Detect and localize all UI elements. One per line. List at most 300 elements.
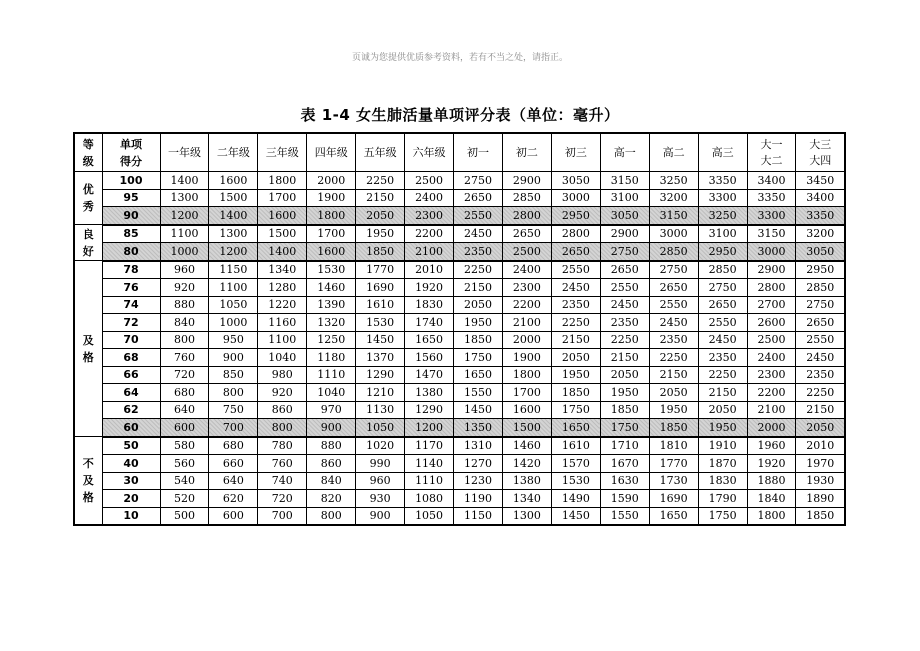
value-cell: 1020 (356, 437, 405, 455)
value-cell: 1850 (454, 331, 503, 349)
value-cell: 2000 (307, 172, 356, 190)
value-cell: 1800 (502, 366, 551, 384)
value-cell: 1600 (502, 401, 551, 419)
table-row (74, 507, 845, 525)
value-cell: 2350 (796, 366, 845, 384)
value-cell: 1040 (307, 384, 356, 402)
value-cell: 3350 (796, 207, 845, 225)
value-cell: 3050 (600, 207, 649, 225)
value-cell: 2350 (551, 296, 600, 314)
value-cell: 1750 (551, 401, 600, 419)
table-row (74, 472, 845, 490)
value-cell: 2100 (502, 314, 551, 332)
value-cell: 620 (209, 490, 258, 508)
value-cell: 2250 (698, 366, 747, 384)
value-cell: 1850 (796, 507, 845, 525)
value-cell: 1080 (405, 490, 454, 508)
value-cell: 3200 (796, 225, 845, 243)
value-cell: 1750 (698, 507, 747, 525)
value-cell: 820 (307, 490, 356, 508)
score-table (73, 132, 846, 526)
column-header: 六年级 (405, 133, 454, 172)
value-cell: 2550 (454, 207, 503, 225)
value-cell: 2950 (551, 207, 600, 225)
value-cell: 2800 (747, 279, 796, 297)
value-cell: 2150 (649, 366, 698, 384)
value-cell: 880 (160, 296, 209, 314)
column-header: 初一 (454, 133, 503, 172)
value-cell: 1700 (258, 189, 307, 207)
value-cell: 1730 (649, 472, 698, 490)
value-cell: 3350 (747, 189, 796, 207)
value-cell: 1340 (502, 490, 551, 508)
value-cell: 3150 (600, 172, 649, 190)
value-cell: 2100 (405, 243, 454, 261)
value-cell: 2150 (454, 279, 503, 297)
value-cell: 1800 (747, 507, 796, 525)
value-cell: 1300 (160, 189, 209, 207)
value-cell: 2600 (747, 314, 796, 332)
value-cell: 2450 (454, 225, 503, 243)
value-cell: 3300 (747, 207, 796, 225)
value-cell: 2050 (454, 296, 503, 314)
value-cell: 3150 (747, 225, 796, 243)
value-cell: 2400 (747, 349, 796, 367)
column-header: 初二 (502, 133, 551, 172)
value-cell: 1450 (356, 331, 405, 349)
value-cell: 720 (160, 366, 209, 384)
value-cell: 600 (209, 507, 258, 525)
value-cell: 2950 (796, 261, 845, 279)
value-cell: 2450 (698, 331, 747, 349)
value-cell: 1700 (307, 225, 356, 243)
value-cell: 1690 (649, 490, 698, 508)
value-cell: 1470 (405, 366, 454, 384)
value-cell: 1530 (551, 472, 600, 490)
value-cell: 720 (258, 490, 307, 508)
value-cell: 2850 (796, 279, 845, 297)
grade-cell: 良 好 (74, 225, 102, 261)
value-cell: 860 (258, 401, 307, 419)
value-cell: 2400 (405, 189, 454, 207)
table-row (74, 314, 845, 332)
value-cell: 2750 (796, 296, 845, 314)
column-header: 大三 大四 (796, 133, 845, 172)
value-cell: 1110 (307, 366, 356, 384)
value-cell: 1530 (356, 314, 405, 332)
value-cell: 1830 (698, 472, 747, 490)
column-header: 高三 (698, 133, 747, 172)
value-cell: 950 (209, 331, 258, 349)
value-cell: 3300 (698, 189, 747, 207)
value-cell: 740 (258, 472, 307, 490)
value-cell: 1290 (356, 366, 405, 384)
value-cell: 2750 (454, 172, 503, 190)
value-cell: 2850 (698, 261, 747, 279)
value-cell: 1390 (307, 296, 356, 314)
table-row (74, 437, 845, 455)
grade-cell: 不 及 格 (74, 437, 102, 526)
value-cell: 2150 (551, 331, 600, 349)
value-cell: 990 (356, 455, 405, 473)
value-cell: 1500 (258, 225, 307, 243)
value-cell: 1180 (307, 349, 356, 367)
column-header: 一年级 (160, 133, 209, 172)
value-cell: 700 (209, 419, 258, 437)
value-cell: 2850 (649, 243, 698, 261)
points-cell: 70 (102, 331, 160, 349)
value-cell: 1400 (258, 243, 307, 261)
value-cell: 1850 (551, 384, 600, 402)
points-cell: 95 (102, 189, 160, 207)
value-cell: 1740 (405, 314, 454, 332)
table-row (74, 296, 845, 314)
header-points-cell: 单项 得分 (102, 133, 160, 172)
value-cell: 1830 (405, 296, 454, 314)
value-cell: 970 (307, 401, 356, 419)
column-header: 四年级 (307, 133, 356, 172)
table-row (74, 419, 845, 437)
value-cell: 800 (307, 507, 356, 525)
value-cell: 760 (160, 349, 209, 367)
value-cell: 1500 (209, 189, 258, 207)
value-cell: 1950 (356, 225, 405, 243)
value-cell: 920 (160, 279, 209, 297)
value-cell: 780 (258, 437, 307, 455)
value-cell: 1600 (307, 243, 356, 261)
value-cell: 1950 (551, 366, 600, 384)
value-cell: 1320 (307, 314, 356, 332)
value-cell: 2250 (454, 261, 503, 279)
value-cell: 1290 (405, 401, 454, 419)
value-cell: 2300 (405, 207, 454, 225)
value-cell: 1500 (502, 419, 551, 437)
value-cell: 1040 (258, 349, 307, 367)
value-cell: 2100 (747, 401, 796, 419)
value-cell: 2650 (600, 261, 649, 279)
table-row (74, 243, 845, 261)
value-cell: 1790 (698, 490, 747, 508)
value-cell: 2250 (796, 384, 845, 402)
value-cell: 1250 (307, 331, 356, 349)
value-cell: 1420 (502, 455, 551, 473)
points-cell: 10 (102, 507, 160, 525)
value-cell: 1050 (356, 419, 405, 437)
value-cell: 2750 (698, 279, 747, 297)
header-grade-cell: 等 级 (74, 133, 102, 172)
value-cell: 2350 (698, 349, 747, 367)
value-cell: 1750 (454, 349, 503, 367)
value-cell: 1920 (747, 455, 796, 473)
value-cell: 600 (160, 419, 209, 437)
value-cell: 1880 (747, 472, 796, 490)
column-header: 五年级 (356, 133, 405, 172)
value-cell: 1340 (258, 261, 307, 279)
value-cell: 2050 (551, 349, 600, 367)
value-cell: 2650 (454, 189, 503, 207)
column-header: 高一 (600, 133, 649, 172)
value-cell: 2200 (502, 296, 551, 314)
value-cell: 1200 (209, 243, 258, 261)
value-cell: 2050 (796, 419, 845, 437)
value-cell: 3000 (551, 189, 600, 207)
value-cell: 1150 (454, 507, 503, 525)
value-cell: 2500 (747, 331, 796, 349)
value-cell: 3100 (600, 189, 649, 207)
value-cell: 1930 (796, 472, 845, 490)
value-cell: 560 (160, 455, 209, 473)
value-cell: 1910 (698, 437, 747, 455)
value-cell: 3150 (649, 207, 698, 225)
column-header: 大一 大二 (747, 133, 796, 172)
value-cell: 2650 (698, 296, 747, 314)
points-cell: 78 (102, 261, 160, 279)
value-cell: 1630 (600, 472, 649, 490)
value-cell: 1280 (258, 279, 307, 297)
points-cell: 50 (102, 437, 160, 455)
value-cell: 1700 (502, 384, 551, 402)
value-cell: 2150 (698, 384, 747, 402)
value-cell: 1140 (405, 455, 454, 473)
value-cell: 2950 (698, 243, 747, 261)
value-cell: 2900 (747, 261, 796, 279)
value-cell: 1750 (600, 419, 649, 437)
value-cell: 2150 (356, 189, 405, 207)
value-cell: 1400 (209, 207, 258, 225)
value-cell: 960 (356, 472, 405, 490)
value-cell: 2550 (649, 296, 698, 314)
value-cell: 1270 (454, 455, 503, 473)
table-row (74, 401, 845, 419)
value-cell: 2800 (551, 225, 600, 243)
value-cell: 1300 (502, 507, 551, 525)
value-cell: 3400 (796, 189, 845, 207)
value-cell: 960 (160, 261, 209, 279)
value-cell: 880 (307, 437, 356, 455)
value-cell: 1950 (698, 419, 747, 437)
value-cell: 2450 (600, 296, 649, 314)
value-cell: 2800 (502, 207, 551, 225)
value-cell: 3250 (698, 207, 747, 225)
points-cell: 76 (102, 279, 160, 297)
points-cell: 74 (102, 296, 160, 314)
value-cell: 2550 (551, 261, 600, 279)
value-cell: 2250 (551, 314, 600, 332)
table-row (74, 490, 845, 508)
table-row (74, 225, 845, 243)
value-cell: 2050 (649, 384, 698, 402)
points-cell: 90 (102, 207, 160, 225)
value-cell: 1460 (502, 437, 551, 455)
value-cell: 1190 (454, 490, 503, 508)
value-cell: 1100 (258, 331, 307, 349)
value-cell: 2000 (747, 419, 796, 437)
value-cell: 2750 (600, 243, 649, 261)
value-cell: 1130 (356, 401, 405, 419)
value-cell: 760 (258, 455, 307, 473)
value-cell: 800 (258, 419, 307, 437)
value-cell: 1150 (209, 261, 258, 279)
value-cell: 2400 (502, 261, 551, 279)
value-cell: 1600 (209, 172, 258, 190)
header-row (74, 133, 845, 172)
value-cell: 1810 (649, 437, 698, 455)
value-cell: 2900 (600, 225, 649, 243)
points-cell: 72 (102, 314, 160, 332)
value-cell: 2550 (600, 279, 649, 297)
value-cell: 800 (209, 384, 258, 402)
value-cell: 1670 (600, 455, 649, 473)
value-cell: 1570 (551, 455, 600, 473)
value-cell: 860 (307, 455, 356, 473)
value-cell: 660 (209, 455, 258, 473)
value-cell: 3000 (747, 243, 796, 261)
value-cell: 850 (209, 366, 258, 384)
points-cell: 100 (102, 172, 160, 190)
value-cell: 1170 (405, 437, 454, 455)
value-cell: 3200 (649, 189, 698, 207)
value-cell: 980 (258, 366, 307, 384)
value-cell: 2010 (405, 261, 454, 279)
table-row (74, 207, 845, 225)
value-cell: 680 (160, 384, 209, 402)
points-cell: 60 (102, 419, 160, 437)
table-row (74, 349, 845, 367)
value-cell: 1650 (454, 366, 503, 384)
value-cell: 2550 (698, 314, 747, 332)
value-cell: 2250 (649, 349, 698, 367)
value-cell: 2450 (551, 279, 600, 297)
value-cell: 2500 (405, 172, 454, 190)
value-cell: 1450 (454, 401, 503, 419)
points-cell: 85 (102, 225, 160, 243)
value-cell: 2200 (405, 225, 454, 243)
value-cell: 1000 (160, 243, 209, 261)
points-cell: 62 (102, 401, 160, 419)
value-cell: 1110 (405, 472, 454, 490)
value-cell: 1920 (405, 279, 454, 297)
value-cell: 1300 (209, 225, 258, 243)
value-cell: 1690 (356, 279, 405, 297)
value-cell: 920 (258, 384, 307, 402)
value-cell: 2350 (600, 314, 649, 332)
value-cell: 1970 (796, 455, 845, 473)
value-cell: 3350 (698, 172, 747, 190)
value-cell: 1600 (258, 207, 307, 225)
value-cell: 700 (258, 507, 307, 525)
column-header: 初三 (551, 133, 600, 172)
value-cell: 750 (209, 401, 258, 419)
value-cell: 1900 (307, 189, 356, 207)
value-cell: 680 (209, 437, 258, 455)
value-cell: 900 (209, 349, 258, 367)
value-cell: 2450 (649, 314, 698, 332)
value-cell: 1870 (698, 455, 747, 473)
table-title: 表 1-4 女生肺活量单项评分表（单位：毫升） (300, 106, 620, 124)
value-cell: 1840 (747, 490, 796, 508)
value-cell: 1770 (649, 455, 698, 473)
value-cell: 1000 (209, 314, 258, 332)
value-cell: 1380 (405, 384, 454, 402)
value-cell: 1850 (356, 243, 405, 261)
value-cell: 1610 (551, 437, 600, 455)
value-cell: 1800 (258, 172, 307, 190)
value-cell: 1550 (600, 507, 649, 525)
value-cell: 1900 (502, 349, 551, 367)
value-cell: 1850 (649, 419, 698, 437)
table-row (74, 261, 845, 279)
table-row (74, 366, 845, 384)
value-cell: 2750 (649, 261, 698, 279)
table-row (74, 279, 845, 297)
value-cell: 540 (160, 472, 209, 490)
value-cell: 3050 (551, 172, 600, 190)
value-cell: 2150 (600, 349, 649, 367)
value-cell: 1800 (307, 207, 356, 225)
points-cell: 40 (102, 455, 160, 473)
value-cell: 2250 (600, 331, 649, 349)
points-cell: 68 (102, 349, 160, 367)
value-cell: 2900 (502, 172, 551, 190)
value-cell: 1710 (600, 437, 649, 455)
value-cell: 1550 (454, 384, 503, 402)
value-cell: 1650 (405, 331, 454, 349)
value-cell: 900 (307, 419, 356, 437)
value-cell: 2300 (502, 279, 551, 297)
value-cell: 2650 (502, 225, 551, 243)
value-cell: 1400 (160, 172, 209, 190)
value-cell: 1950 (649, 401, 698, 419)
value-cell: 2700 (747, 296, 796, 314)
value-cell: 900 (356, 507, 405, 525)
value-cell: 840 (160, 314, 209, 332)
value-cell: 1380 (502, 472, 551, 490)
value-cell: 2250 (356, 172, 405, 190)
value-cell: 3450 (796, 172, 845, 190)
value-cell: 1370 (356, 349, 405, 367)
value-cell: 3050 (796, 243, 845, 261)
table-row (74, 331, 845, 349)
points-cell: 20 (102, 490, 160, 508)
value-cell: 1770 (356, 261, 405, 279)
value-cell: 580 (160, 437, 209, 455)
table-row (74, 189, 845, 207)
value-cell: 2650 (649, 279, 698, 297)
value-cell: 3400 (747, 172, 796, 190)
value-cell: 2300 (747, 366, 796, 384)
value-cell: 930 (356, 490, 405, 508)
value-cell: 1950 (454, 314, 503, 332)
value-cell: 1460 (307, 279, 356, 297)
value-cell: 1350 (454, 419, 503, 437)
value-cell: 800 (160, 331, 209, 349)
value-cell: 1100 (160, 225, 209, 243)
value-cell: 3100 (698, 225, 747, 243)
table-row (74, 384, 845, 402)
value-cell: 1850 (600, 401, 649, 419)
value-cell: 2550 (796, 331, 845, 349)
points-cell: 80 (102, 243, 160, 261)
table-row (74, 172, 845, 190)
grade-cell: 优 秀 (74, 172, 102, 225)
value-cell: 840 (307, 472, 356, 490)
value-cell: 1210 (356, 384, 405, 402)
value-cell: 2010 (796, 437, 845, 455)
points-cell: 30 (102, 472, 160, 490)
value-cell: 2650 (551, 243, 600, 261)
value-cell: 1050 (209, 296, 258, 314)
value-cell: 1050 (405, 507, 454, 525)
